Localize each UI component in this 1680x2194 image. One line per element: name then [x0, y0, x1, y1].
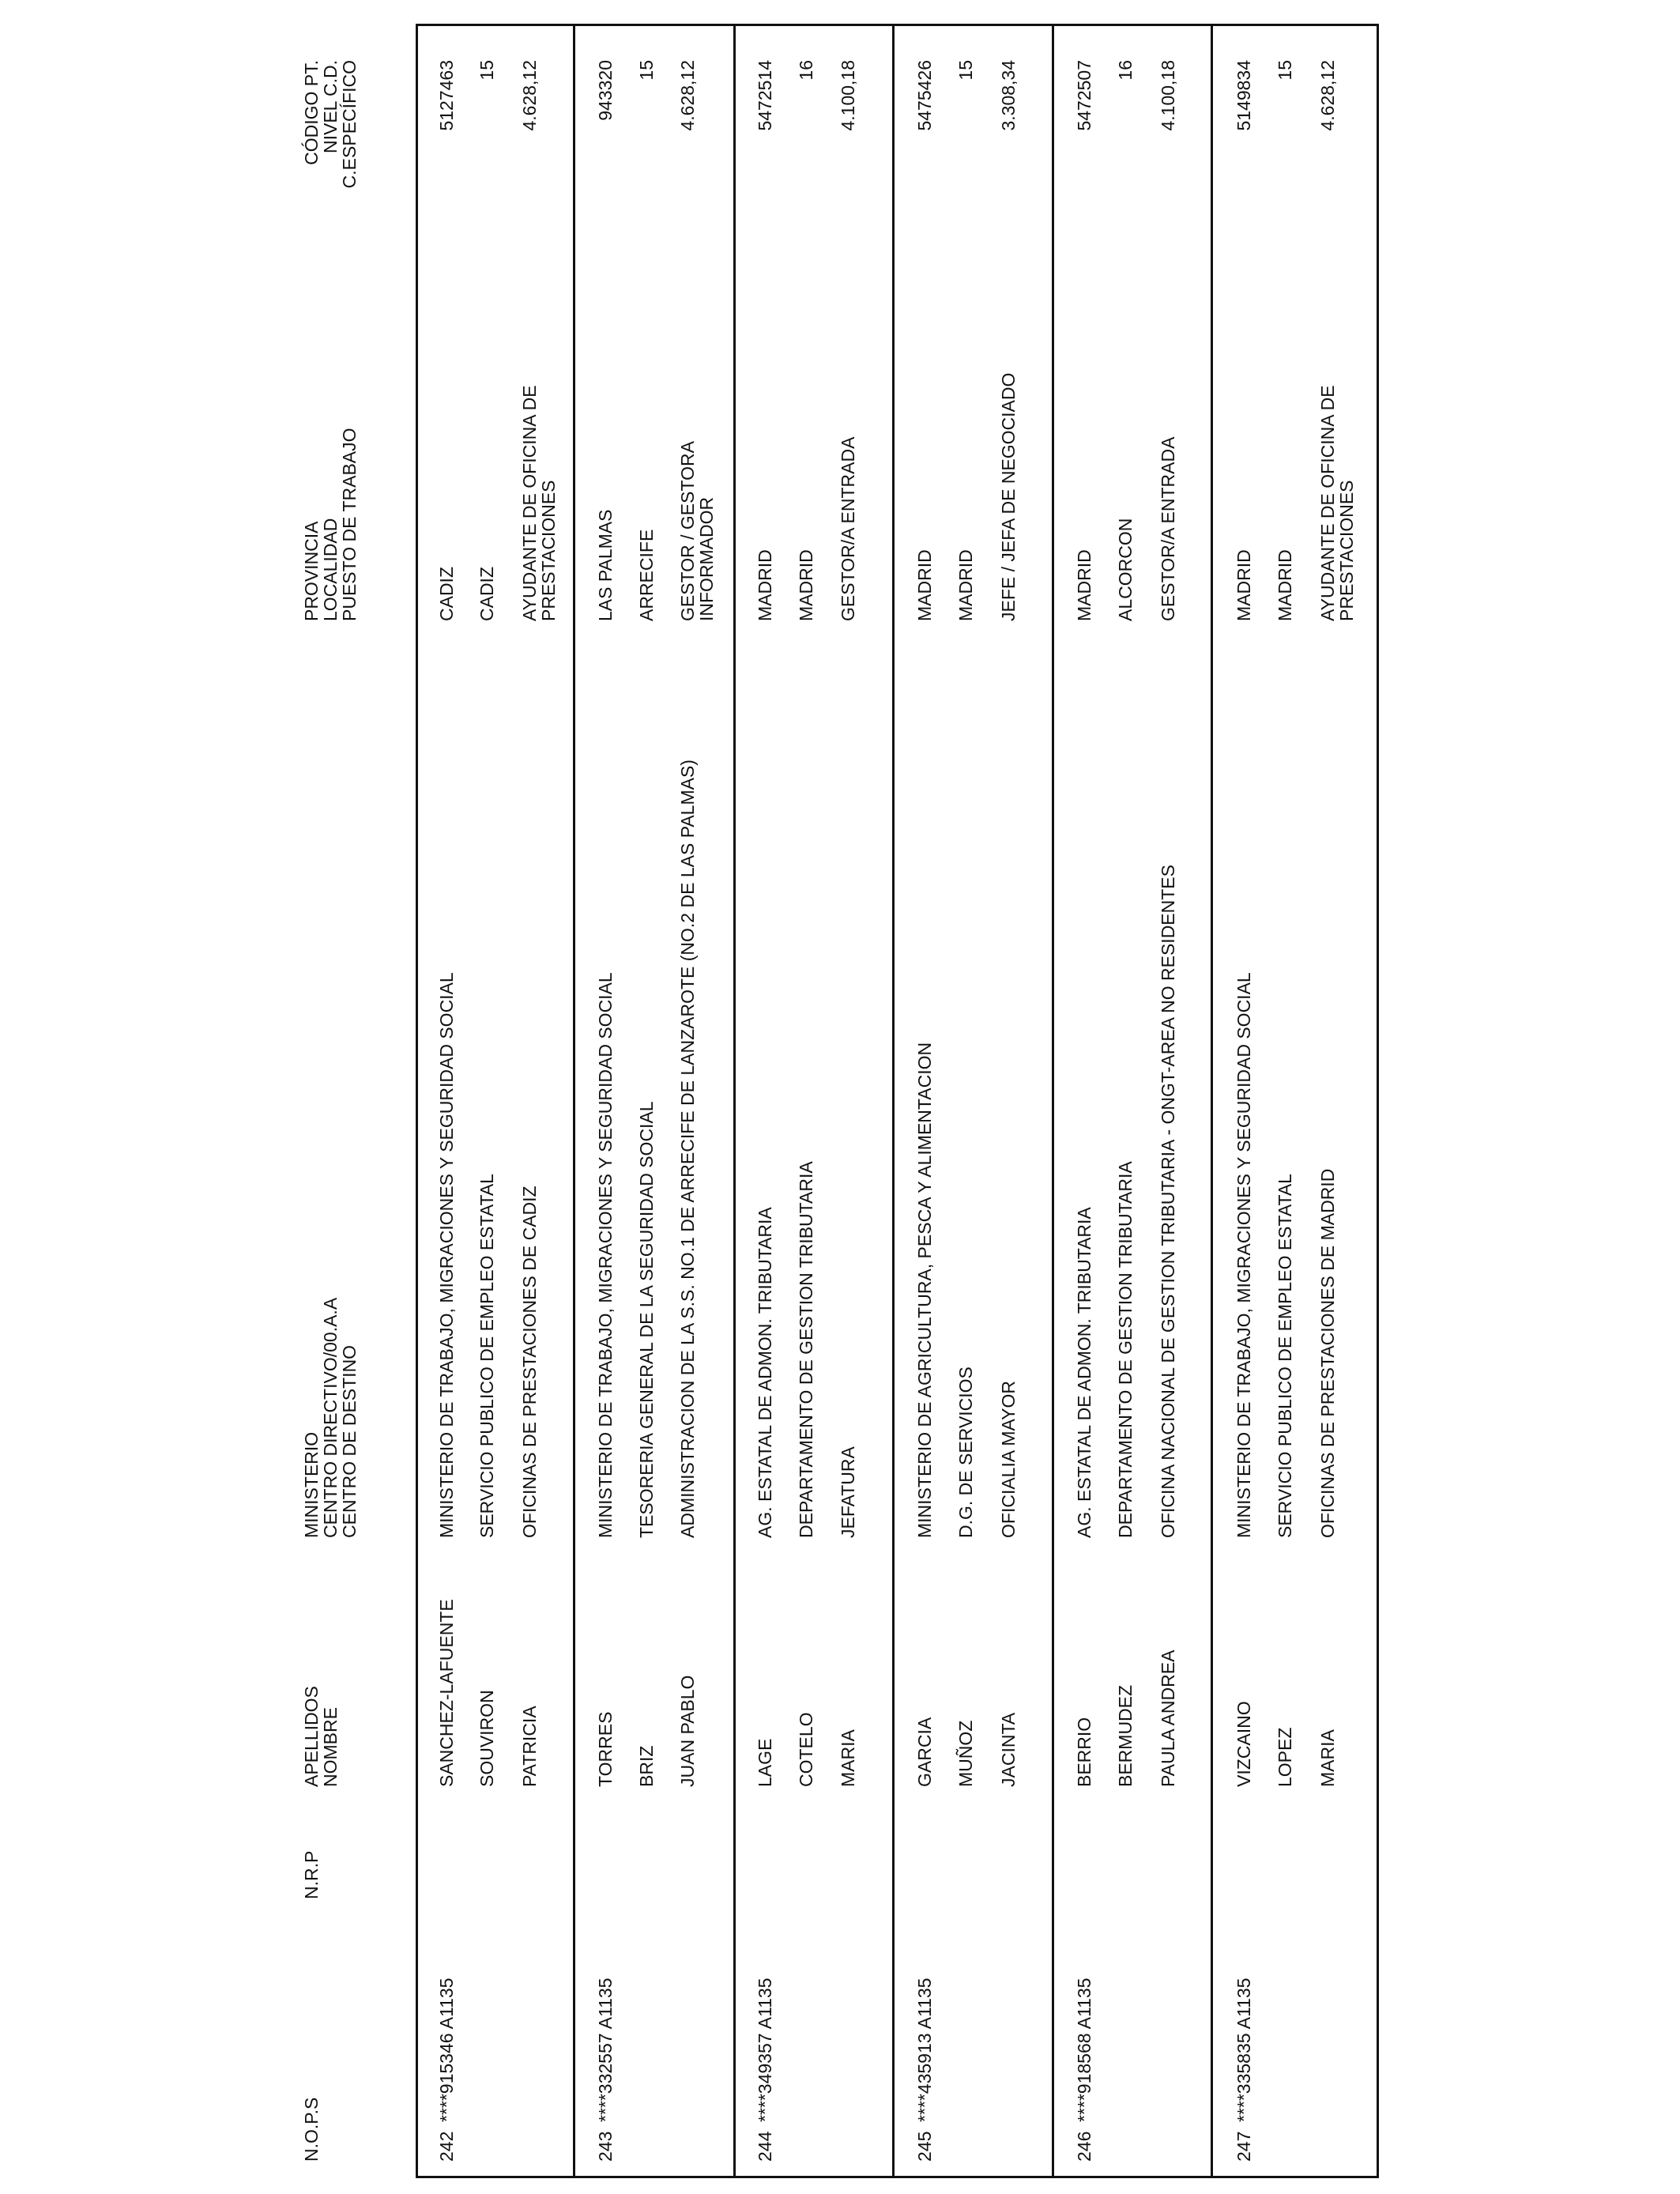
cell-localidad: MADRID	[796, 549, 816, 621]
header-especifico: C.ESPECÍFICO	[339, 60, 360, 189]
cell-puesto: GESTOR / GESTORA INFORMADOR	[677, 442, 717, 621]
header-nivel: NIVEL C.D.	[320, 60, 341, 154]
cell-codigo: 5127463	[436, 60, 457, 131]
cell-especifico: 4.628,12	[677, 60, 698, 131]
header-centro-destino: CENTRO DE DESTINO	[339, 1344, 360, 1538]
cell-nivel: 16	[796, 60, 816, 81]
cell-puesto: JEFE / JEFA DE NEGOCIADO	[998, 372, 1019, 621]
cell-apellido2: BRIZ	[636, 1745, 657, 1787]
cell-nombre: PATRICIA	[519, 1706, 540, 1787]
cell-centro-directivo: SERVICIO PUBLICO DE EMPLEO ESTATAL	[477, 1174, 497, 1538]
header-provincia: PROVINCIA	[301, 521, 322, 621]
header-centro-directivo: CENTRO DIRECTIVO/00.A.A	[320, 1297, 341, 1538]
cell-ministerio: AG. ESTATAL DE ADMON. TRIBUTARIA	[1074, 1207, 1094, 1538]
cell-nops: 242	[436, 2131, 457, 2162]
cell-provincia: MADRID	[1234, 549, 1254, 621]
table-border-left	[416, 2176, 1379, 2178]
row-separator	[1052, 24, 1054, 2178]
cell-provincia: CADIZ	[436, 567, 457, 621]
cell-codigo: 5472507	[1074, 60, 1094, 131]
cell-apellido2: MUÑOZ	[955, 1720, 976, 1787]
cell-provincia: MADRID	[1074, 549, 1094, 621]
cell-localidad: ARRECIFE	[636, 529, 657, 621]
cell-nops: 243	[595, 2131, 616, 2162]
cell-nrp: ****332557 A1135	[595, 1977, 616, 2122]
cell-apellido1: GARCIA	[914, 1717, 935, 1787]
cell-nrp: ****435913 A1135	[914, 1977, 935, 2122]
cell-puesto: GESTOR/A ENTRADA	[1158, 436, 1178, 621]
cell-centro-destino: ADMINISTRACION DE LA S.S. NO.1 DE ARRECIFE DE LANZAROTE (NO.2 DE LAS PALMAS)	[677, 760, 698, 1538]
cell-nrp: ****335835 A1135	[1234, 1977, 1254, 2122]
cell-nombre: JACINTA	[998, 1712, 1019, 1787]
row-separator	[573, 24, 575, 2178]
cell-nombre: MARIA	[838, 1729, 858, 1787]
cell-nivel: 15	[636, 60, 657, 81]
cell-provincia: LAS PALMAS	[595, 509, 616, 621]
cell-centro-destino: OFICIALIA MAYOR	[998, 1381, 1019, 1538]
cell-nops: 246	[1074, 2131, 1094, 2162]
cell-centro-directivo: SERVICIO PUBLICO DE EMPLEO ESTATAL	[1275, 1174, 1295, 1538]
cell-nivel: 15	[955, 60, 976, 81]
row-separator	[1211, 24, 1213, 2178]
cell-nops: 245	[914, 2131, 935, 2162]
cell-ministerio: MINISTERIO DE AGRICULTURA, PESCA Y ALIMENTACION	[914, 1042, 935, 1538]
cell-apellido2: SOUVIRON	[477, 1690, 497, 1787]
cell-nombre: JUAN PABLO	[677, 1675, 698, 1787]
cell-especifico: 4.628,12	[519, 60, 540, 131]
header-nrp: N.R.P	[301, 1850, 322, 1899]
table-border-right	[416, 24, 1379, 26]
cell-apellido2: BERMUDEZ	[1115, 1684, 1136, 1787]
cell-provincia: MADRID	[755, 549, 775, 621]
cell-localidad: ALCORCON	[1115, 518, 1136, 621]
cell-centro-destino: OFICINA NACIONAL DE GESTION TRIBUTARIA - ONGT-AREA NO RESIDENTES	[1158, 865, 1178, 1538]
table-border-top	[416, 24, 418, 2178]
header-nops: N.O.P.S	[301, 2097, 322, 2162]
cell-centro-destino: OFICINAS DE PRESTACIONES DE CADIZ	[519, 1186, 540, 1538]
cell-apellido1: TORRES	[595, 1711, 616, 1787]
table-border-bottom	[1377, 24, 1379, 2178]
row-separator	[733, 24, 736, 2178]
cell-nrp: ****349357 A1135	[755, 1977, 775, 2122]
header-codigo: CÓDIGO PT.	[301, 60, 322, 165]
cell-nombre: MARIA	[1317, 1729, 1338, 1787]
cell-codigo: 5472514	[755, 60, 775, 131]
cell-apellido1: BERRIO	[1074, 1717, 1094, 1787]
header-puesto: PUESTO DE TRABAJO	[339, 428, 360, 621]
cell-centro-directivo: TESORERIA GENERAL DE LA SEGURIDAD SOCIAL	[636, 1101, 657, 1538]
cell-especifico: 4.100,18	[838, 60, 858, 131]
cell-nops: 244	[755, 2131, 775, 2162]
cell-codigo: 5149834	[1234, 60, 1254, 131]
cell-centro-directivo: D.G. DE SERVICIOS	[955, 1367, 976, 1538]
cell-localidad: MADRID	[955, 549, 976, 621]
cell-apellido2: COTELO	[796, 1712, 816, 1787]
cell-apellido1: VIZCAINO	[1234, 1701, 1254, 1787]
cell-ministerio: AG. ESTATAL DE ADMON. TRIBUTARIA	[755, 1207, 775, 1538]
cell-nrp: ****915346 A1135	[436, 1977, 457, 2122]
cell-nivel: 15	[477, 60, 497, 81]
header-apellidos: APELLIDOS	[301, 1686, 322, 1787]
cell-puesto: GESTOR/A ENTRADA	[838, 436, 858, 621]
cell-especifico: 4.628,12	[1317, 60, 1338, 131]
cell-codigo: 943320	[595, 60, 616, 121]
cell-codigo: 5475426	[914, 60, 935, 131]
cell-apellido1: SANCHEZ-LAFUENTE	[436, 1599, 457, 1787]
cell-ministerio: MINISTERIO DE TRABAJO, MIGRACIONES Y SEGURIDAD SOCIAL	[595, 972, 616, 1538]
cell-centro-destino: OFICINAS DE PRESTACIONES DE MADRID	[1317, 1168, 1338, 1538]
header-ministerio: MINISTERIO	[301, 1431, 322, 1538]
cell-nrp: ****918568 A1135	[1074, 1977, 1094, 2122]
cell-localidad: MADRID	[1275, 549, 1295, 621]
cell-ministerio: MINISTERIO DE TRABAJO, MIGRACIONES Y SEGURIDAD SOCIAL	[436, 972, 457, 1538]
cell-nivel: 16	[1115, 60, 1136, 81]
cell-ministerio: MINISTERIO DE TRABAJO, MIGRACIONES Y SEGURIDAD SOCIAL	[1234, 972, 1254, 1538]
cell-nombre: PAULA ANDREA	[1158, 1649, 1178, 1787]
cell-centro-directivo: DEPARTAMENTO DE GESTION TRIBUTARIA	[796, 1161, 816, 1538]
cell-puesto: AYUDANTE DE OFICINA DE PRESTACIONES	[519, 385, 559, 621]
cell-centro-destino: JEFATURA	[838, 1446, 858, 1538]
cell-puesto: AYUDANTE DE OFICINA DE PRESTACIONES	[1317, 385, 1357, 621]
cell-localidad: CADIZ	[477, 567, 497, 621]
cell-nivel: 15	[1275, 60, 1295, 81]
cell-apellido1: LAGE	[755, 1738, 775, 1787]
header-localidad: LOCALIDAD	[320, 518, 341, 621]
cell-especifico: 3.308,34	[998, 60, 1019, 131]
row-separator	[892, 24, 895, 2178]
cell-especifico: 4.100,18	[1158, 60, 1178, 131]
cell-provincia: MADRID	[914, 549, 935, 621]
cell-nops: 247	[1234, 2131, 1254, 2162]
cell-centro-directivo: DEPARTAMENTO DE GESTION TRIBUTARIA	[1115, 1161, 1136, 1538]
cell-apellido2: LOPEZ	[1275, 1727, 1295, 1787]
header-nombre: NOMBRE	[320, 1707, 341, 1787]
